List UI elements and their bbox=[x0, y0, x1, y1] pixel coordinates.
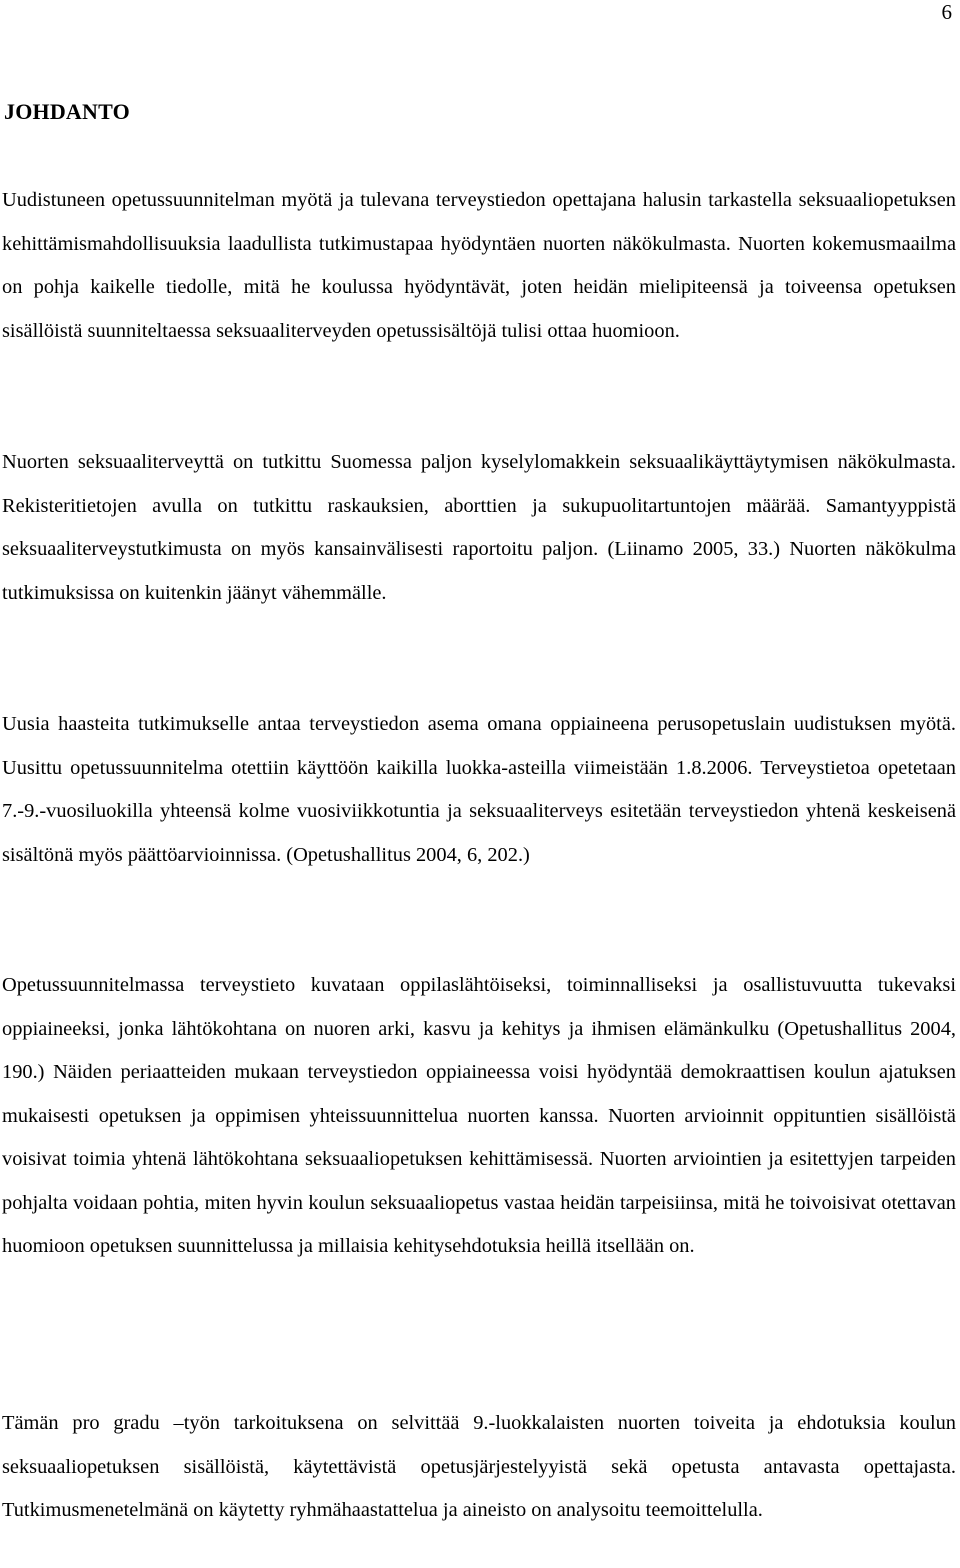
paragraph-1: Uudistuneen opetussuunnitelman myötä ja tulevana terveystiedon opettajana halusin tarkastella seksuaaliopetuksen kehittämismahdollisuuksia laadullista tutkimustapaa hyödyntäen nuorten näkökulmasta. Nuorten kokemusmaailma on pohja kaikelle tiedolle, mitä he koulussa hyödyntävät, joten heidän mielipiteensä ja toiveensa opetuksen sisällöistä suunniteltaessa seksuaaliterveyden opetussisältöjä tulisi ottaa huomioon. bbox=[2, 189, 956, 342]
paragraph-4: Opetussuunnitelmassa terveystieto kuvataan oppilaslähtöiseksi, toiminnalliseksi ja osallistuvuutta tukevaksi oppiaineeksi, jonka lähtökohtana on nuoren arki, kasvu ja kehitys ja ihmisen elämänkulku (Opetushallitus 2004, 190.) Näiden periaatteiden mukaan terveystiedon oppiaineessa voisi hyödyntää demokraattisen koulun ajatuksen mukaisesti opetuksen ja oppimisen yhteissuunnittelua nuorten kanssa. Nuorten arvioinnit oppituntien sisällöistä voisivat toimia yhtenä lähtökohtana seksuaaliopetuksen kehittämisessä. Nuorten arviointien ja esitettyjen tarpeiden pohjalta voidaan pohtia, miten hyvin koulun seksuaaliopetus vastaa heidän tarpeisiinsa, mitä he toivoisivat otettavan huomioon opetuksen suunnittelussa ja millaisia kehitysehdotuksia heillä itsellään on. bbox=[2, 974, 956, 1257]
paragraph-3: Uusia haasteita tutkimukselle antaa terveystiedon asema omana oppiaineena perusopetuslain uudistuksen myötä. Uusittu opetussuunnitelma otettiin käyttöön kaikilla luokka-asteilla viimeistään 1.8.2006. Terveystietoa opetetaan 7.-9.-vuosiluokilla yhteensä kolme vuosiviikkotuntia ja seksuaaliterveys esitetään terveystiedon yhtenä keskeisenä sisältönä myös päättöarvioinnissa. (Opetushallitus 2004, 6, 202.) bbox=[2, 713, 956, 866]
paragraph-2: Nuorten seksuaaliterveyttä on tutkittu Suomessa paljon kyselylomakkein seksuaalikäyttäytymisen näkökulmasta. Rekisteritietojen avulla on tutkittu raskauksien, aborttien ja sukupuolitartuntojen määrää. Samantyyppistä seksuaaliterveystutkimusta on myös kansainvälisesti raportoitu paljon. (Liinamo 2005, 33.) Nuorten näkökulma tutkimuksissa on kuitenkin jäänyt vähemmälle. bbox=[2, 451, 956, 604]
page-number: 6 bbox=[941, 0, 952, 24]
paragraph-5: Tämän pro gradu –työn tarkoituksena on selvittää 9.-luokkalaisten nuorten toiveita ja ehdotuksia koulun seksuaaliopetuksen sisällöistä, käytettävistä opetusjärjestelyyistä sekä opetusta antavasta opettajasta. Tutkimusmenetelmänä on käytetty ryhmähaastattelua ja aineisto on analysoitu teemoittelulla. bbox=[2, 1412, 956, 1521]
section-heading: JOHDANTO bbox=[4, 99, 130, 124]
